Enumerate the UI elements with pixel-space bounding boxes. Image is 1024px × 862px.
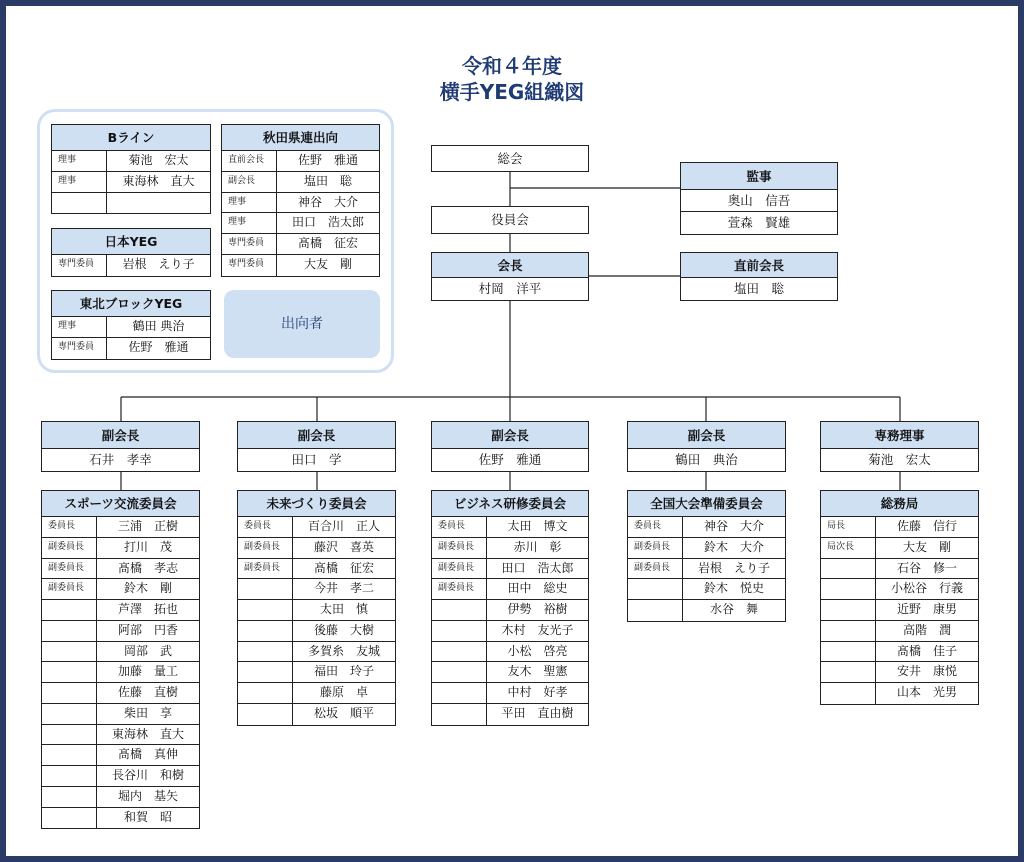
executive-director-title: 専務理事	[821, 422, 978, 449]
table-row	[238, 642, 395, 663]
table-row	[432, 600, 588, 621]
table-row	[42, 538, 199, 559]
table-row	[42, 579, 199, 600]
role-cell	[42, 621, 97, 641]
role-cell	[821, 579, 876, 599]
table-row	[238, 517, 395, 538]
vice-box	[431, 421, 589, 472]
name-cell: 髙橋 真伸	[117, 747, 178, 762]
table-row	[628, 538, 785, 559]
tohoku-yeg-table	[51, 290, 211, 360]
table-row	[238, 538, 395, 559]
role-cell: 委員長	[238, 517, 293, 537]
role-cell: 理事	[222, 193, 277, 213]
auditor-name-1: 奥山 信吾	[681, 190, 837, 212]
role-cell	[52, 193, 107, 214]
name-cell: 三浦 正樹	[117, 519, 178, 533]
role-cell: 直前会長	[222, 151, 277, 171]
table-row	[821, 642, 978, 663]
vice-title: 副会長	[628, 422, 785, 449]
table-row	[432, 642, 588, 663]
name-cell: 高階 潤	[902, 622, 951, 637]
table-row	[238, 621, 395, 642]
role-cell: 副委員長	[628, 538, 683, 558]
table-row	[42, 600, 199, 621]
name-cell: 太田 博文	[507, 519, 568, 533]
table-row	[821, 559, 978, 580]
name-cell: 長谷川 和樹	[111, 768, 184, 782]
tohoku-yeg-title: 東北ブロックYEG	[52, 291, 210, 317]
board-box: 役員会	[431, 206, 589, 234]
name-cell: 阿部 円香	[117, 622, 178, 637]
name-cell: 佐野 雅通	[297, 153, 358, 167]
role-cell	[432, 704, 487, 725]
role-cell	[821, 600, 876, 620]
name-cell: 鈴木 大介	[703, 539, 764, 554]
b-line-title: Bライン	[52, 125, 210, 151]
table-row	[42, 745, 199, 766]
name-cell: 和賀 昭	[123, 809, 172, 824]
vice-name: 田口 学	[291, 452, 342, 467]
role-cell: 理事	[52, 172, 107, 192]
role-cell: 委員長	[42, 517, 97, 537]
table-row	[52, 338, 210, 359]
vice-title: 副会長	[238, 422, 395, 449]
auditor-box	[680, 162, 838, 235]
name-cell: 堀内 基矢	[117, 788, 178, 803]
table-row	[42, 704, 199, 725]
role-cell	[432, 662, 487, 682]
table-row	[42, 787, 199, 808]
table-row	[52, 172, 210, 193]
table-row	[222, 172, 379, 193]
table-row	[821, 517, 978, 538]
table-row	[42, 662, 199, 683]
table-row	[222, 193, 379, 214]
name-cell: 田中 総史	[507, 581, 568, 596]
nihon-yeg-title: 日本YEG	[52, 229, 210, 255]
name-cell: 鈴木 悦史	[703, 581, 764, 596]
akita-table	[221, 124, 380, 277]
name-cell: 藤沢 喜英	[313, 539, 374, 554]
role-cell	[42, 745, 97, 765]
name-cell: 岡部 武	[123, 643, 172, 658]
name-cell: 山本 光男	[896, 685, 957, 699]
page-title: 横手YEG組織図	[439, 80, 585, 104]
table-row	[821, 662, 978, 683]
role-cell: 副委員長	[432, 559, 487, 579]
role-cell	[42, 725, 97, 745]
role-cell	[238, 662, 293, 682]
table-row	[52, 151, 210, 172]
table-row	[432, 662, 588, 683]
name-cell: 東海林 直大	[122, 173, 195, 188]
table-row	[821, 600, 978, 621]
table-row	[42, 642, 199, 663]
vice-box	[41, 421, 200, 472]
name-cell: 赤川 彰	[513, 539, 562, 554]
name-cell: 東海林 直大	[111, 726, 184, 741]
table-row	[432, 579, 588, 600]
table-row	[222, 255, 379, 276]
table-row	[42, 517, 199, 538]
table-row	[238, 600, 395, 621]
name-cell: 友木 聖憲	[507, 664, 568, 679]
name-cell: 鶴田 典治	[132, 319, 185, 333]
role-cell: 副委員長	[42, 559, 97, 579]
name-cell: 佐藤 信行	[896, 519, 957, 533]
role-cell: 局長	[821, 517, 876, 537]
name-cell: 田口 浩太郎	[291, 215, 364, 230]
role-cell	[238, 621, 293, 641]
nihon-yeg-table	[51, 228, 211, 277]
table-row	[821, 538, 978, 559]
role-cell	[42, 704, 97, 724]
role-cell: 専門委員	[52, 338, 107, 359]
auditor-title: 監事	[681, 163, 837, 190]
name-cell: 岩根 えり子	[697, 560, 770, 575]
role-cell: 理事	[52, 151, 107, 171]
role-cell	[821, 642, 876, 662]
table-row	[42, 683, 199, 704]
role-cell	[238, 579, 293, 599]
table-row	[628, 579, 785, 600]
executive-director-box	[820, 421, 979, 472]
table-row	[628, 600, 785, 621]
role-cell: 副委員長	[628, 559, 683, 579]
role-cell	[42, 683, 97, 703]
table-row	[42, 725, 199, 746]
president-box	[431, 252, 589, 301]
role-cell: 副委員長	[42, 538, 97, 558]
name-cell: 木村 友光子	[501, 622, 574, 637]
role-cell	[821, 559, 876, 579]
secondment-label: 出向者	[224, 290, 380, 358]
general-meeting-box: 総会	[431, 145, 589, 172]
table-row	[238, 559, 395, 580]
table-row	[238, 704, 395, 725]
name-cell: 打川 茂	[123, 539, 172, 554]
akita-title: 秋田県連出向	[222, 125, 379, 151]
role-cell: 委員長	[432, 517, 487, 537]
name-cell: 近野 康男	[896, 602, 957, 616]
name-cell: 髙橋 佳子	[896, 643, 957, 658]
table-row	[432, 621, 588, 642]
b-line-table	[51, 124, 211, 214]
table-row	[432, 517, 588, 538]
table-row	[238, 662, 395, 683]
table-row	[52, 317, 210, 338]
name-cell: 髙橋 孝志	[117, 560, 178, 575]
table-row	[42, 621, 199, 642]
table-row	[42, 766, 199, 787]
past-president-title: 直前会長	[681, 253, 837, 278]
auditor-name-2: 萱森 賢雄	[727, 215, 791, 230]
name-cell: 百合川 正人	[307, 519, 380, 533]
vice-title: 副会長	[42, 422, 199, 449]
name-cell: 加藤 量工	[117, 664, 178, 679]
name-cell: 柴田 享	[123, 705, 172, 720]
name-cell: 藤原 卓	[319, 685, 368, 699]
role-cell	[432, 683, 487, 703]
role-cell	[238, 642, 293, 662]
role-cell: 副委員長	[432, 579, 487, 599]
role-cell: 理事	[222, 213, 277, 233]
name-cell: 安井 康悦	[896, 664, 957, 679]
table-row	[238, 579, 395, 600]
role-cell	[42, 787, 97, 807]
role-cell: 専門委員	[52, 255, 107, 276]
committee-table	[431, 490, 589, 726]
name-cell: 伊勢 裕樹	[507, 602, 568, 616]
table-row	[52, 193, 210, 214]
name-cell: 太田 慎	[319, 602, 368, 616]
name-cell: 神谷 大介	[703, 519, 764, 533]
committee-title: ビジネス研修委員会	[432, 491, 588, 517]
page-title-year: 令和４年度	[462, 54, 562, 78]
vice-box	[627, 421, 786, 472]
role-cell: 副会長	[222, 172, 277, 192]
name-cell: 芦澤 拓也	[117, 602, 178, 616]
table-row	[821, 579, 978, 600]
table-row	[222, 151, 379, 172]
name-cell	[107, 193, 210, 214]
role-cell	[628, 579, 683, 599]
committee-table	[820, 490, 979, 705]
committee-table	[41, 490, 200, 829]
name-cell: 塩田 聡	[303, 173, 352, 188]
president-name: 村岡 洋平	[478, 281, 542, 296]
name-cell: 石谷 修一	[896, 560, 957, 575]
vice-box	[237, 421, 396, 472]
name-cell: 菊池 宏太	[128, 153, 189, 167]
role-cell	[238, 683, 293, 703]
role-cell	[42, 642, 97, 662]
table-row	[222, 213, 379, 234]
name-cell: 小松谷 行義	[890, 581, 963, 596]
name-cell: 後藤 大樹	[313, 622, 374, 637]
table-row	[238, 683, 395, 704]
name-cell: 小松 啓亮	[507, 643, 568, 658]
table-row	[628, 517, 785, 538]
committee-title: 総務局	[821, 491, 978, 517]
name-cell: 髙橋 征宏	[313, 560, 374, 575]
executive-director-name: 菊池 宏太	[868, 452, 931, 467]
committee-title: 未来づくり委員会	[238, 491, 395, 517]
role-cell	[432, 621, 487, 641]
table-row	[222, 234, 379, 255]
vice-name: 佐野 雅通	[478, 452, 542, 467]
committee-table	[237, 490, 396, 726]
role-cell	[628, 600, 683, 621]
role-cell	[42, 808, 97, 829]
name-cell: 大友 剛	[303, 256, 352, 271]
name-cell: 中村 好孝	[507, 685, 568, 699]
name-cell: 今井 孝二	[313, 581, 374, 596]
committee-table	[627, 490, 786, 622]
table-row	[432, 559, 588, 580]
table-row	[821, 621, 978, 642]
role-cell	[821, 683, 876, 704]
table-row	[42, 559, 199, 580]
committee-title: スポーツ交流委員会	[42, 491, 199, 517]
role-cell: 理事	[52, 317, 107, 337]
name-cell: 佐藤 直樹	[117, 685, 178, 699]
role-cell: 委員長	[628, 517, 683, 537]
table-row	[52, 255, 210, 276]
role-cell	[238, 704, 293, 725]
name-cell: 神谷 大介	[297, 194, 358, 209]
role-cell	[238, 600, 293, 620]
name-cell: 水谷 舞	[709, 602, 758, 616]
role-cell: 副委員長	[238, 559, 293, 579]
role-cell	[42, 600, 97, 620]
role-cell: 専門委員	[222, 234, 277, 254]
role-cell	[432, 642, 487, 662]
name-cell: 松坂 順平	[313, 705, 374, 720]
role-cell: 副委員長	[42, 579, 97, 599]
role-cell	[821, 621, 876, 641]
vice-name: 鶴田 典治	[675, 452, 738, 467]
past-president-box	[680, 252, 838, 301]
vice-title: 副会長	[432, 422, 588, 449]
name-cell: 大友 剛	[902, 539, 951, 554]
name-cell: 髙橋 征宏	[297, 236, 358, 250]
name-cell: 鈴木 剛	[123, 581, 172, 596]
name-cell: 岩根 えり子	[122, 257, 195, 271]
name-cell: 平田 直由樹	[501, 705, 574, 720]
name-cell: 福田 玲子	[313, 664, 374, 679]
role-cell: 副委員長	[432, 538, 487, 558]
role-cell	[432, 600, 487, 620]
role-cell	[42, 662, 97, 682]
role-cell: 副委員長	[238, 538, 293, 558]
table-row	[432, 704, 588, 725]
committee-title: 全国大会準備委員会	[628, 491, 785, 517]
role-cell: 専門委員	[222, 255, 277, 276]
table-row	[432, 683, 588, 704]
role-cell: 局次長	[821, 538, 876, 558]
role-cell	[821, 662, 876, 682]
president-title: 会長	[432, 253, 588, 278]
role-cell	[42, 766, 97, 786]
name-cell: 多賀糸 友城	[307, 643, 380, 658]
table-row	[432, 538, 588, 559]
vice-name: 石井 孝幸	[89, 452, 152, 467]
past-president-name: 塩田 聡	[733, 281, 784, 296]
name-cell: 田口 浩太郎	[501, 560, 574, 575]
table-row	[628, 559, 785, 580]
table-row	[821, 683, 978, 704]
name-cell: 佐野 雅通	[128, 339, 189, 354]
table-row	[42, 808, 199, 829]
